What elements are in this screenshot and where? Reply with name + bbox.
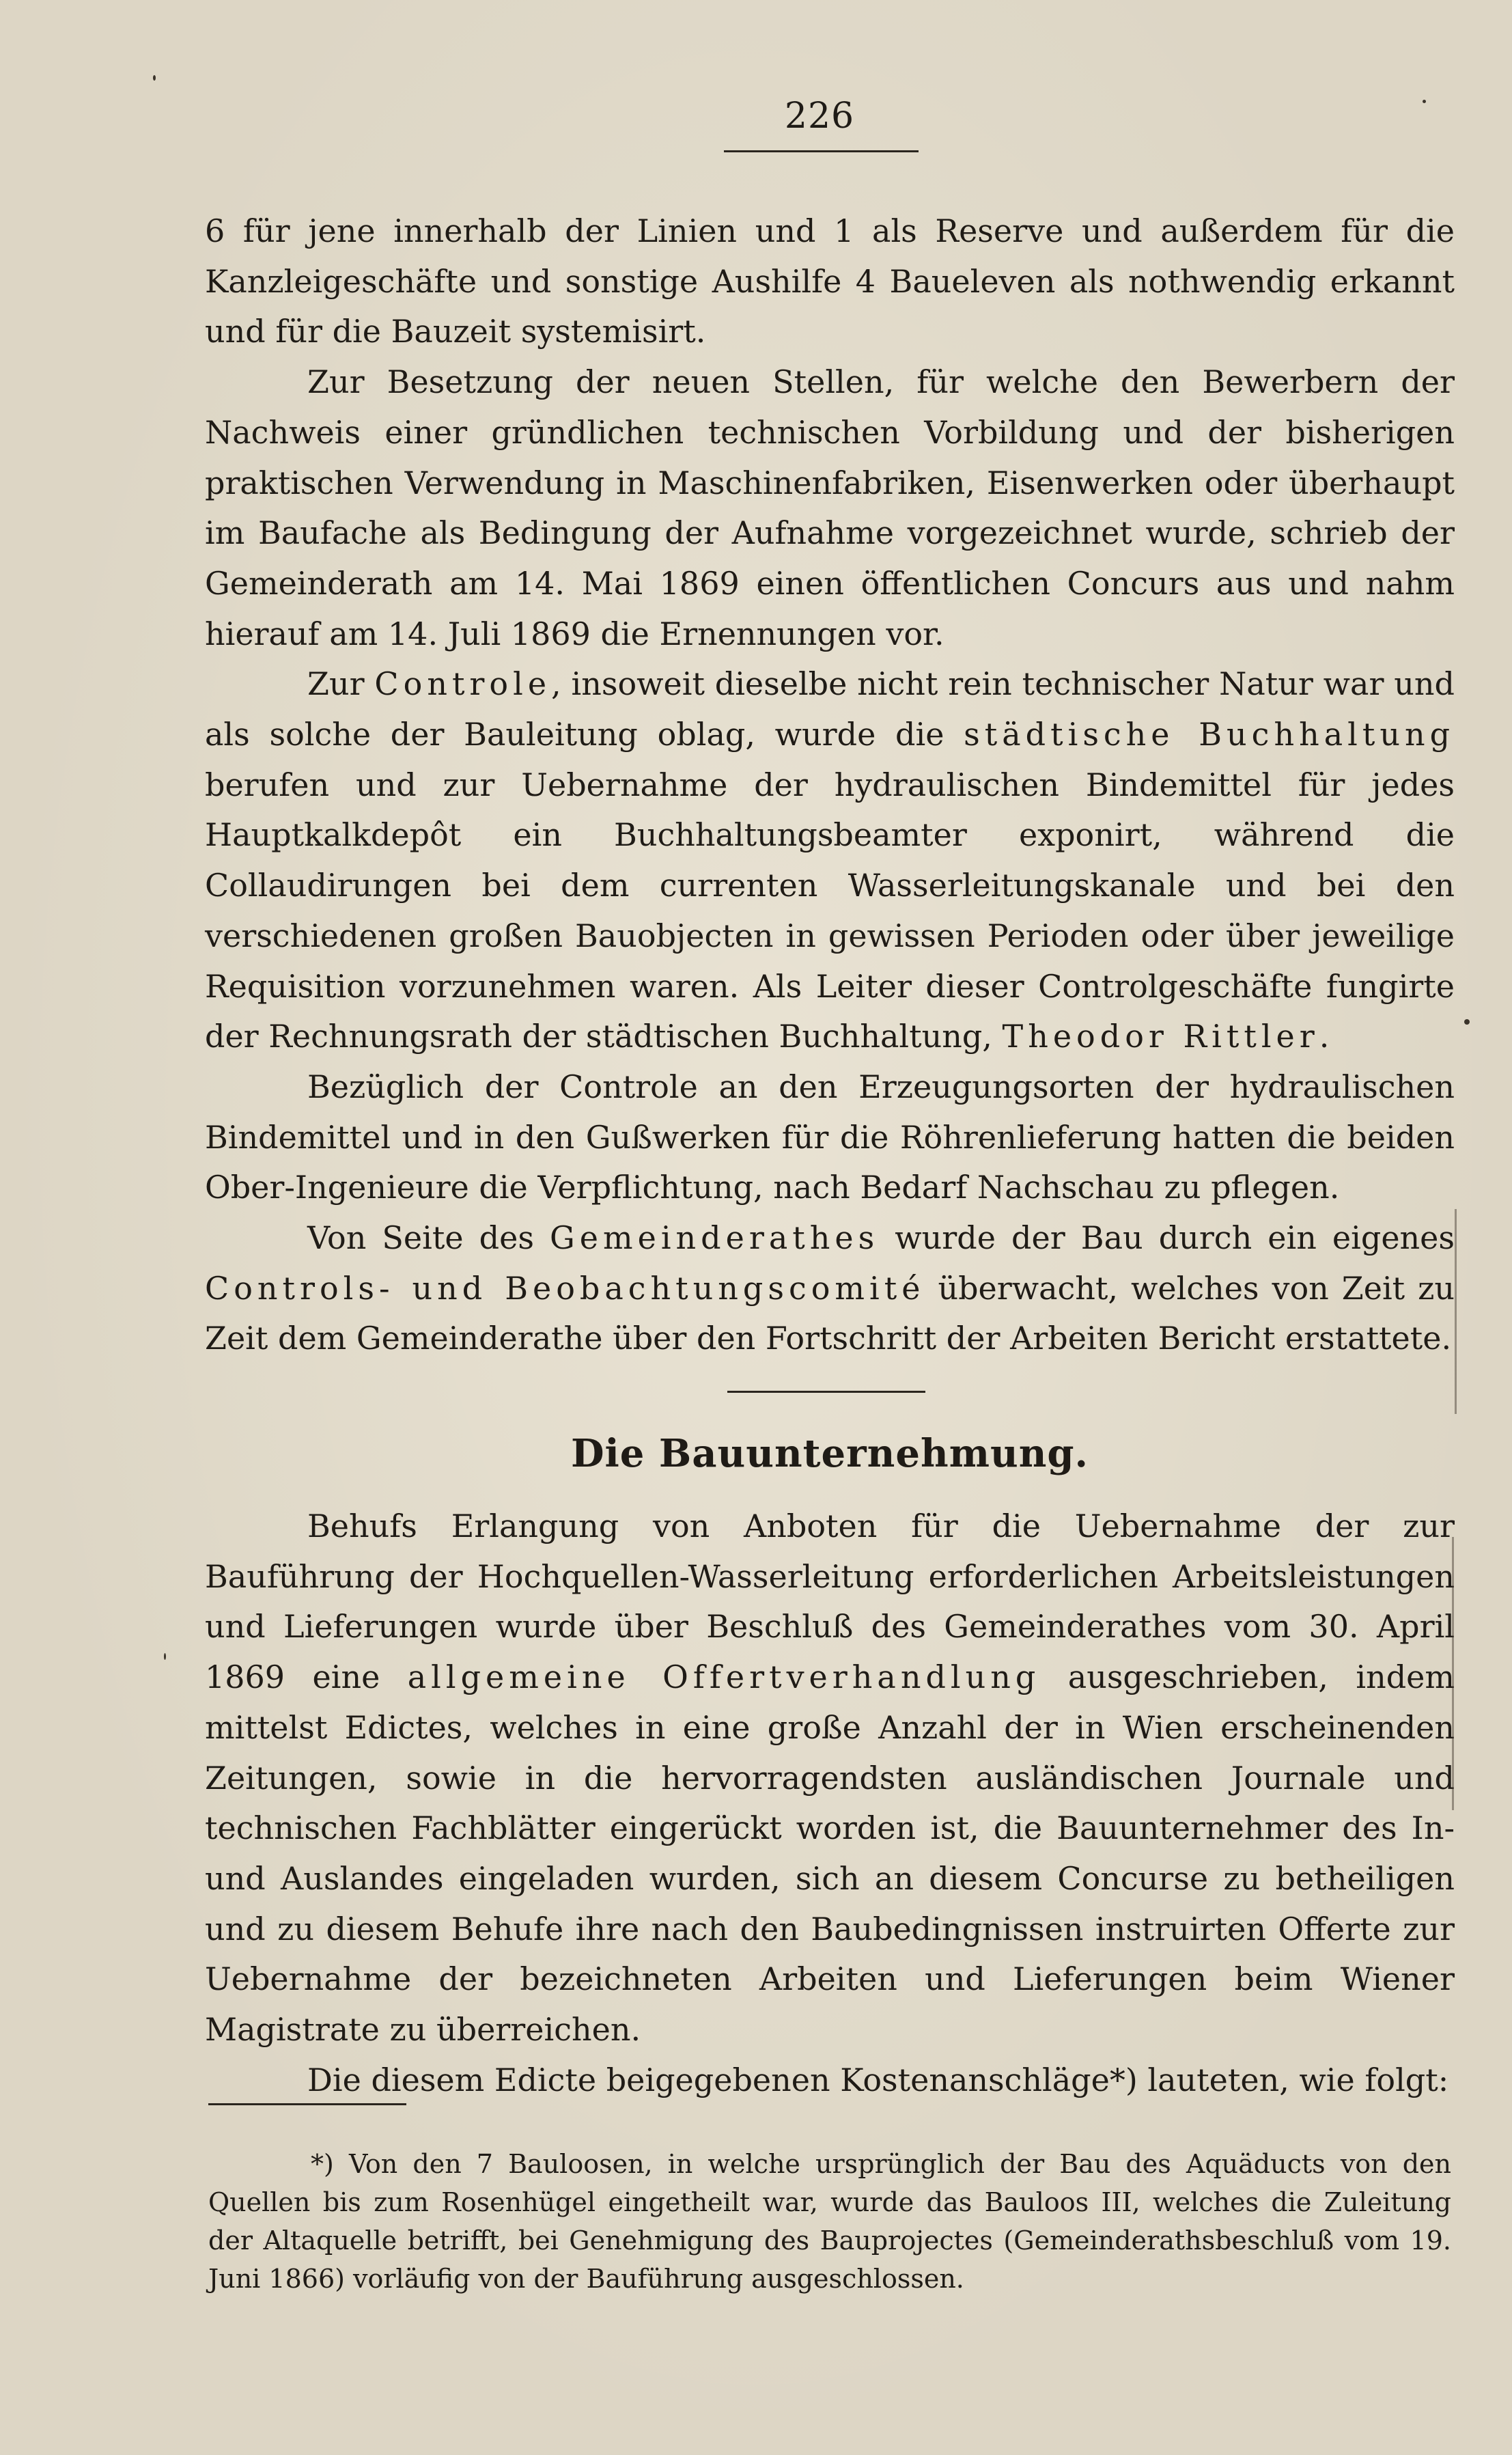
behufs-text-1: Behufs Erlangung von Anboten für die Uebernahme der zur Bauführung der Hochquellen-Wasserleitung erforderlichen Arbeitsleistungen und Lieferungen wurde über Beschluß des Gemeinderathes vom 30. April 1869 eine xyxy=(205,1508,1455,1696)
paragraph-kanzlei: 6 für jene innerhalb der Linien und 1 als Reserve und außerdem für die Kanzleigeschäfte und sonstige Aushilfe 4 Baueleven als nothwendig erkannt und für die Bauzeit systemisirt. xyxy=(205,212,1455,350)
paragraph-gemeinderath xyxy=(205,1213,1455,1364)
paragraph-bezueglich: Bezüglich der Controle an den Erzeugungsorten der hydraulischen Bindemittel und in den Gußwerken für die Röhrenlieferung hatten die beiden Ober-Ingenieure die Verpflichtung, nach Bedarf Nachschau zu pflegen. xyxy=(205,1068,1455,1206)
controle-emphasis-controle: Controle xyxy=(374,665,552,703)
paragraph-edict: Die diesem Edicte beigegebenen Kostenanschläge*) lauteten, wie folgt: xyxy=(307,2061,1449,2098)
paper-speck xyxy=(1423,100,1426,103)
paragraph-behufs xyxy=(205,1501,1455,2055)
footnote-rule xyxy=(208,2103,406,2105)
behufs-emphasis: allgemeine Offertverhandlung xyxy=(407,1659,1041,1696)
controle-emphasis-buchhaltung: städtische Buchhaltung xyxy=(964,716,1455,753)
body-text-upper xyxy=(205,206,1455,1364)
controle-text-3: berufen und zur Uebernahme der hydraulischen Bindemittel für jedes Hauptkalkdepôt ein Buchhaltungsbeamter exponirt, während die Collaudirungen bei dem currenten Wasserleitungskanale und bei den verschiedenen großen Bauobjecten in gewissen Perioden oder über jeweilige Requisition vorzunehmen waren. Als Leiter dieser Controlgeschäfte fungirte der Rechnungsrath der städtischen Buchhaltung, xyxy=(205,766,1455,1055)
paper-speck xyxy=(164,1653,166,1660)
controle-text-4: . xyxy=(1319,1018,1330,1055)
paragraph-besetzung: Zur Besetzung der neuen Stellen, für welche den Bewerbern der Nachweis einer gründlichen technischen Vorbildung und der bisherigen praktischen Verwendung in Maschinenfabriken, Eisenwerken oder überhaupt im Baufache als Bedingung der Aufnahme vorgezeichnet wurde, schrieb der Gemeinderath am 14. Mai 1869 einen öffentlichen Concurs aus und nahm hierauf am 14. Juli 1869 die Ernennungen vor. xyxy=(205,363,1455,652)
body-text-lower xyxy=(205,1501,1455,2105)
paragraph-controle xyxy=(205,659,1455,1062)
section-rule xyxy=(727,1391,925,1393)
paper-crease xyxy=(1452,1537,1454,1810)
gemeinderath-text-2: wurde der Bau durch ein eigenes xyxy=(895,1219,1455,1257)
gemeinderath-text-1: Von Seite des xyxy=(307,1219,534,1257)
paper-crease xyxy=(1455,1209,1457,1414)
controle-emphasis-name: Theodor Rittler xyxy=(1002,1018,1319,1055)
gemeinderath-emphasis-1: Gemeinderathes xyxy=(550,1219,880,1257)
page-number: 226 xyxy=(784,96,855,137)
paper-speck xyxy=(153,75,156,81)
gemeinderath-emphasis-2: Controls- und Beobachtungscomité xyxy=(205,1269,925,1307)
controle-text-1: Zur xyxy=(307,665,365,703)
behufs-text-2: ausgeschrieben, indem mittelst Edictes, welches in eine große Anzahl der in Wien erscheinenden Zeitungen, sowie in die hervorragendsten ausländischen Journale und technischen Fachblätter eingerückt worden ist, die Bauunternehmer des In- und Auslandes eingeladen wurden, sich an diesem Concurse zu betheiligen und zu diesem Behufe ihre nach den Baubedingnissen instruirten Offerte zur Uebernahme der bezeichneten Arbeiten und Lieferungen beim Wiener Magistrate zu überreichen. xyxy=(205,1659,1455,2049)
section-heading: Die Bauunternehmung. xyxy=(570,1431,1089,1476)
paper-speck xyxy=(1464,1019,1470,1025)
header-rule xyxy=(724,150,919,152)
gemeinderath-text-3: überwacht, welches von Zeit zu Zeit dem Gemeinderathe über den Fortschritt der Arbeiten Bericht erstattete. xyxy=(205,1269,1455,1357)
footnote: *) Von den 7 Bauloosen, in welche ursprünglich der Bau des Aquäducts von den Quellen bis zum Rosenhügel eingetheilt war, wurde das Bauloos III, welches die Zuleitung der Altaquelle betrifft, bei Genehmigung des Bauprojectes (Gemeinderathsbeschluß vom 19. Juni 1866) vorläufig von der Bauführung ausgeschlossen. xyxy=(208,2149,1451,2294)
controle-text-2: , insoweit dieselbe nicht rein technischer Natur war und als solche der Bauleitung oblag, wurde die xyxy=(205,665,1455,753)
